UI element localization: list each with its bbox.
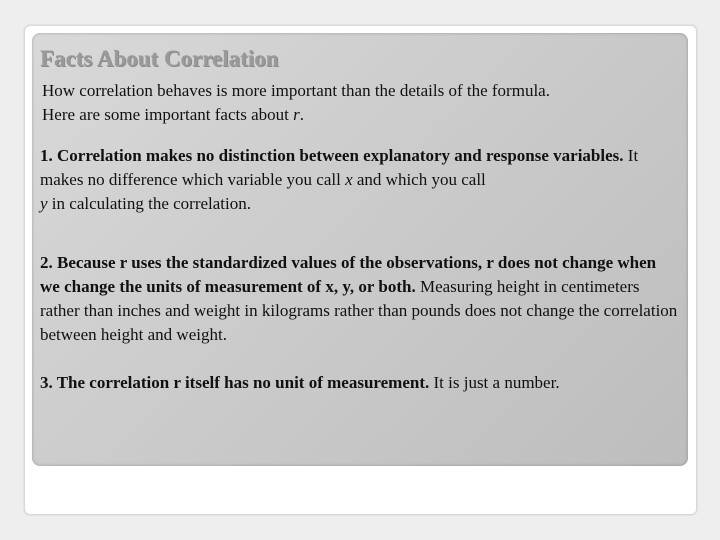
- fact-1-heading: 1. Correlation makes no distinction between explanatory and response variables.: [40, 146, 624, 165]
- fact-2-heading: 2. Because r uses the standardized values of the observations, r does not change when we change the units of measurement of x, y, or both.: [40, 253, 657, 296]
- fact-3: [40, 371, 680, 395]
- fact-1-text-c: in calculating the correlation.: [47, 194, 251, 213]
- fact-2: [40, 251, 680, 347]
- intro-text: [42, 79, 682, 127]
- slide-title: Facts About Correlation: [40, 46, 279, 71]
- fact-2-text: Measuring height in centimeters rather than inches and weight in kilograms rather than pounds does not change the correlation between height and weight.: [40, 277, 678, 344]
- intro-variable-r: r: [293, 105, 300, 124]
- fact-1-text-b: and which you call: [352, 170, 486, 189]
- intro-line-2-end: .: [299, 105, 304, 124]
- intro-line-2-start: Here are some important facts about: [42, 105, 294, 124]
- fact-3-heading: 3. The correlation r itself has no unit of measurement.: [40, 373, 430, 392]
- fact-1-text-a: It makes no difference which variable you call: [40, 146, 639, 189]
- fact-1-variable-y: y: [40, 194, 48, 213]
- intro-line-1: How correlation behaves is more important than the details of the formula.: [42, 81, 550, 100]
- fact-1-variable-x: x: [345, 170, 353, 189]
- fact-3-text: It is just a number.: [429, 373, 560, 392]
- fact-1: [40, 144, 680, 216]
